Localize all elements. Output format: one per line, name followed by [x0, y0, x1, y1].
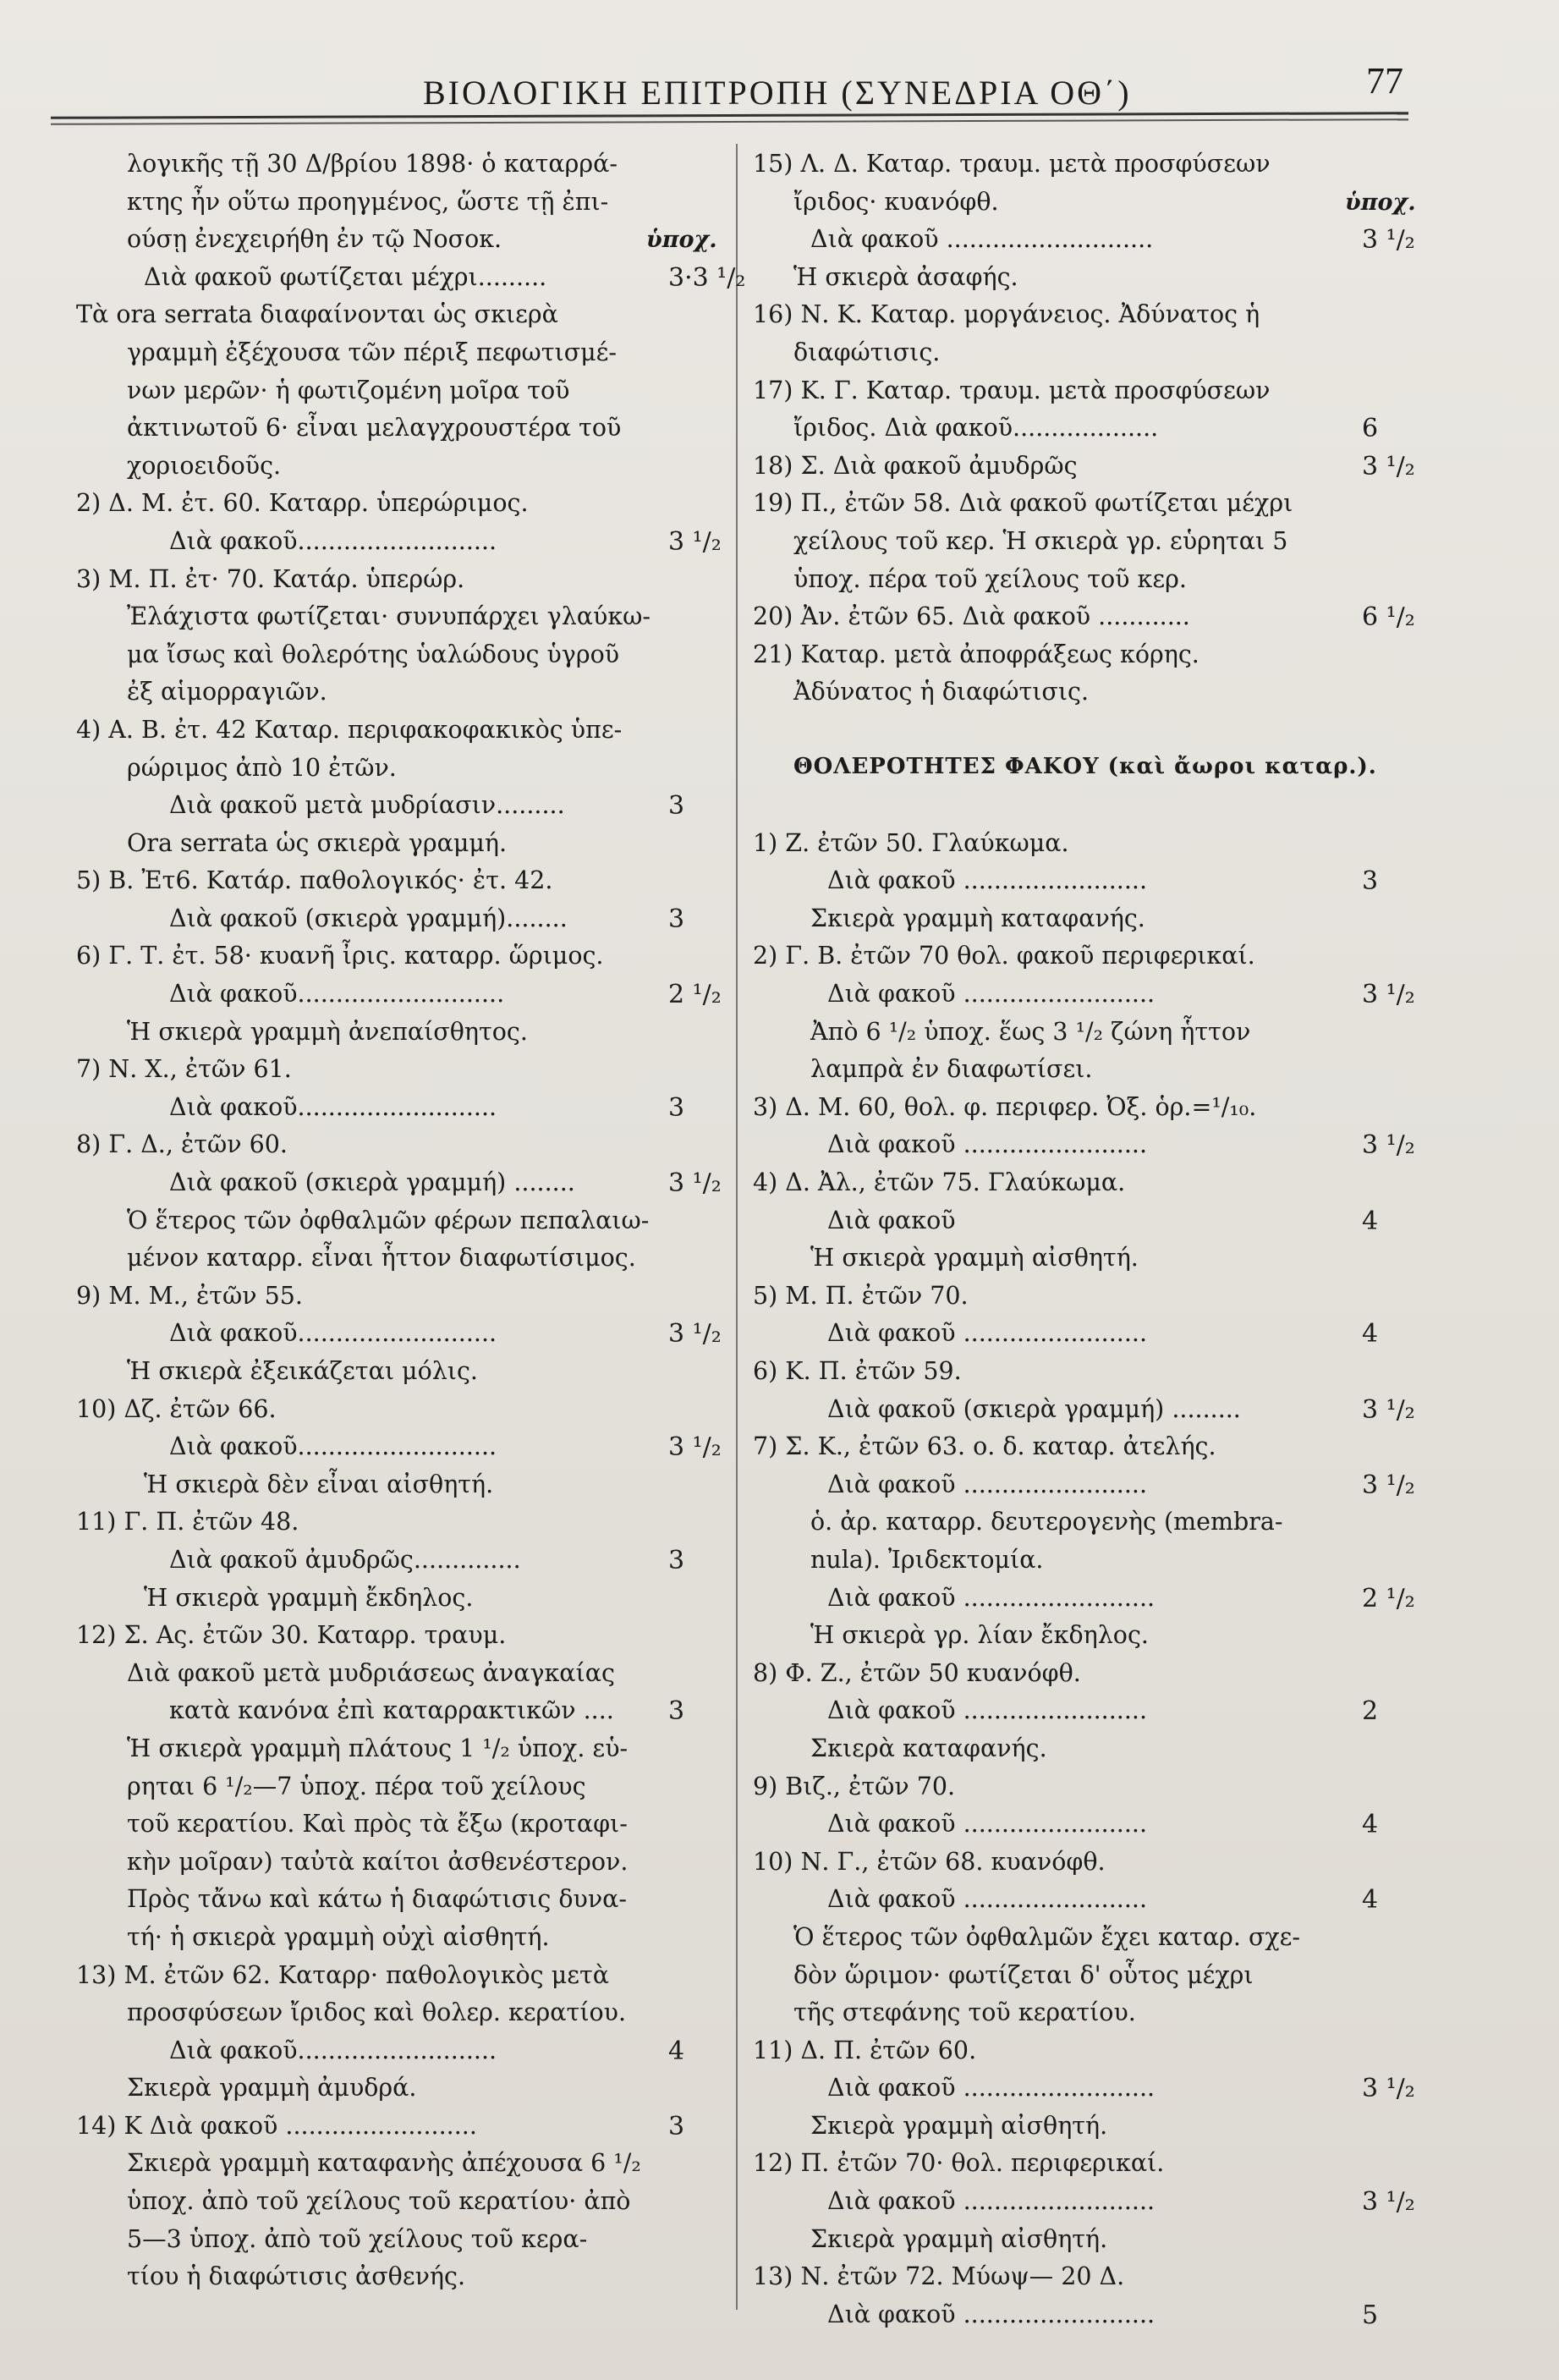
measurement-value: 4: [1362, 1810, 1379, 1840]
right-column: [753, 148, 1421, 2336]
line-text: Διὰ φακοῦ ........................: [827, 1696, 1148, 1725]
measurement-value: 2: [1362, 1696, 1379, 1727]
line-text: 4) Α. Β. ἐτ. 42 Καταρ. περιφακοφακικὸς ὑπε-: [76, 715, 623, 744]
line-text: τίου ἡ διαφώτισις ἀσθενής.: [127, 2262, 466, 2291]
line-text: Ὁ ἕτερος τῶν ὀφθαλμῶν ἔχει καταρ. σχε-: [793, 1922, 1301, 1951]
line-text: κτης ἦν οὕτω προηγμένος, ὥστε τῇ ἐπι-: [127, 187, 609, 216]
text-line: [753, 299, 1421, 337]
line-text: Ἀδύνατος ἡ διαφώτισις.: [793, 678, 1090, 706]
line-text: Διὰ φακοῦ ...........................: [810, 225, 1154, 254]
text-line: [59, 827, 727, 866]
text-line: [753, 450, 1421, 488]
line-text: Διὰ φακοῦ .........................: [827, 2074, 1156, 2102]
text-line: [753, 1205, 1421, 1243]
text-line: [59, 2223, 727, 2262]
text-line: [753, 865, 1421, 903]
page-header: [51, 59, 1421, 118]
text-line: [753, 1619, 1421, 1657]
text-line: [753, 525, 1421, 563]
line-text: ἴριδος. Διὰ φακοῦ...................: [793, 414, 1159, 442]
text-line: [59, 1997, 727, 2035]
measurement-value: 3 ¹/₂: [1362, 451, 1415, 481]
text-line: [753, 1544, 1421, 1582]
text-line: [753, 1808, 1421, 1846]
text-line: [753, 940, 1421, 978]
text-line: [753, 261, 1421, 300]
line-text: Ἡ σκιερὰ γραμμὴ ἔκδηλος.: [144, 1583, 474, 1612]
text-line: [753, 1582, 1421, 1620]
text-line: [59, 1921, 727, 1960]
text-line: [59, 1619, 727, 1657]
line-text: τοῦ κερατίου. Καὶ πρὸς τὰ ἔξω (κροταφι-: [127, 1810, 628, 1839]
line-text: Ἡ σκιερὰ ἀσαφής.: [793, 262, 1018, 291]
line-text: Ἡ σκιερὰ γραμμὴ αἰσθητή.: [810, 1244, 1139, 1272]
line-text: 15) Λ. Δ. Καταρ. τραυμ. μετὰ προσφύσεων: [753, 150, 1271, 178]
line-text: 5) Β. Ἐτ6. Κατάρ. παθολογικός· ἐτ. 42.: [76, 866, 553, 895]
measurement-value: 2 ¹/₂: [668, 980, 722, 1010]
line-text: 3) Μ. Π. ἐτ· 70. Κατάρ. ὑπερώρ.: [76, 564, 465, 593]
line-text: 6) Γ. Τ. ἐτ. 58· κυανῆ ἶρις. καταρρ. ὥριμος.: [76, 942, 604, 970]
text-line: [753, 1960, 1421, 1998]
measurement-value: 3 ¹/₂: [1362, 980, 1415, 1010]
text-line: [753, 1053, 1421, 1091]
measurement-value: 3 ¹/₂: [1362, 1394, 1415, 1425]
line-text: 5—3 ὑποχ. ἀπὸ τοῦ χείλους τοῦ κερα-: [127, 2224, 588, 2253]
text-line: [753, 1129, 1421, 1167]
text-line: [753, 1771, 1421, 1809]
text-line: [753, 2147, 1421, 2185]
text-line: [59, 2147, 727, 2185]
line-text: 7) Ν. Χ., ἐτῶν 61.: [76, 1055, 292, 1084]
line-text: Σκιερὰ γραμμὴ αἰσθητή.: [810, 2111, 1108, 2140]
measurement-value: 6 ¹/₂: [1362, 602, 1415, 633]
line-text: Διὰ φακοῦ ........................: [827, 1810, 1148, 1839]
text-line: [59, 1280, 727, 1318]
line-text: ούσῃ ἐνεχειρήθη ἐν τῷ Νοσοκ.: [127, 225, 502, 254]
measurement-value: 2 ¹/₂: [1362, 1583, 1415, 1613]
line-text: 8) Γ. Δ., ἐτῶν 60.: [76, 1130, 288, 1159]
line-text: Διὰ φακοῦ ........................: [827, 866, 1148, 895]
text-line: [753, 1242, 1421, 1280]
measurement-value: 3 ¹/₂: [1362, 2074, 1415, 2104]
text-line: [753, 714, 1421, 752]
measurement-value: 3: [668, 904, 685, 934]
text-line: [753, 752, 1421, 790]
text-line: [753, 2072, 1421, 2110]
measurement-value: 3 ¹/₂: [668, 1432, 722, 1463]
text-line: [59, 223, 727, 261]
line-text: Διὰ φακοῦ ........................: [827, 1885, 1148, 1914]
text-line: [753, 827, 1421, 866]
measurement-value: 3·3 ¹/₂: [668, 262, 746, 293]
line-text: 7) Σ. Κ., ἐτῶν 63. ο. δ. καταρ. ἀτελής.: [753, 1432, 1216, 1461]
line-text: Διὰ φακοῦ μετὰ μυδριάσεως ἀναγκαίας: [127, 1658, 615, 1687]
text-line: [753, 148, 1421, 186]
text-line: [59, 563, 727, 602]
line-text: Διὰ φακοῦ .........................: [827, 1583, 1156, 1612]
text-line: [59, 2110, 727, 2148]
line-text: Ὁ ἕτερος τῶν ὀφθαλμῶν φέρων πεπαλαιω-: [127, 1206, 650, 1234]
line-text: Ἐλάχιστα φωτίζεται· συνυπάρχει γλαύκω-: [127, 602, 651, 631]
text-line: [753, 1016, 1421, 1054]
line-text: γραμμὴ ἐξέχουσα τῶν πέριξ πεφωτισμέ-: [127, 338, 618, 366]
line-text: 10) Ν. Γ., ἐτῶν 68. κυανόφθ.: [753, 1847, 1106, 1876]
line-text: 17) Κ. Γ. Καταρ. τραυμ. μετὰ προσφύσεων: [753, 376, 1271, 404]
line-text: 12) Σ. Ας. ἐτῶν 30. Καταρρ. τραυμ.: [76, 1621, 507, 1650]
line-text: Ora serrata ὡς σκιερὰ γραμμή.: [127, 828, 508, 857]
text-line: [753, 2035, 1421, 2073]
text-line: [59, 601, 727, 639]
text-line: [59, 337, 727, 375]
text-line: [59, 1167, 727, 1205]
line-text: ἐξ αἱμορραγιῶν.: [127, 678, 327, 706]
section-heading: ΘΟΛΕΡΟΤΗΤΕΣ ΦΑΚΟΥ (καὶ ἄωροι καταρ.).: [793, 753, 1377, 779]
line-text: ὑποχ. πέρα τοῦ χείλους τοῦ κερ.: [793, 564, 1187, 593]
text-line: [753, 1355, 1421, 1393]
line-text: 8) Φ. Ζ., ἐτῶν 50 κυανόφθ.: [753, 1658, 1081, 1687]
text-line: [753, 1921, 1421, 1960]
text-line: [753, 789, 1421, 827]
line-text: 20) Ἀν. ἐτῶν 65. Διὰ φακοῦ ............: [753, 602, 1190, 631]
line-text: ρώριμος ἀπὸ 10 ἐτῶν.: [127, 753, 397, 782]
text-line: [59, 1846, 727, 1884]
line-text: 11) Γ. Π. ἐτῶν 48.: [76, 1508, 299, 1536]
line-text: ὑποχ. ἀπὸ τοῦ χείλους τοῦ κερατίου· ἀπὸ: [127, 2187, 631, 2216]
line-text: 10) Δζ. ἐτῶν 66.: [76, 1394, 277, 1423]
line-text: μένον καταρρ. εἶναι ἧττον διαφωτίσιμος.: [127, 1244, 636, 1272]
line-text: 4) Δ. Ἀλ., ἐτῶν 75. Γλαύκωμα.: [753, 1168, 1126, 1197]
line-text: ρηται 6 ¹/₂—7 ὑποχ. πέρα τοῦ χείλους: [127, 1772, 586, 1800]
line-text: μα ἴσως καὶ θολερότης ὑαλώδους ὑγροῦ: [127, 640, 620, 668]
text-line: [59, 1808, 727, 1846]
unit-label: ὑποχ.: [646, 227, 717, 254]
text-line: [59, 1393, 727, 1432]
text-line: [59, 1355, 727, 1393]
column-divider: [736, 144, 738, 2310]
text-line: [753, 186, 1421, 224]
text-line: [753, 487, 1421, 525]
line-text: ἀκτινωτοῦ 6· εἶναι μελαγχρουστέρα τοῦ: [127, 414, 622, 442]
text-line: [753, 2223, 1421, 2262]
text-line: [59, 714, 727, 752]
line-text: Σκιερὰ γραμμὴ καταφανής.: [810, 904, 1145, 932]
text-line: [753, 1883, 1421, 1921]
text-line: [59, 1883, 727, 1921]
line-text: 12) Π. ἐτῶν 70· θολ. περιφερικαί.: [753, 2149, 1165, 2178]
line-text: Διὰ φακοῦ (σκιερὰ γραμμή) ........: [169, 1168, 575, 1197]
text-line: [753, 1317, 1421, 1355]
unit-label: ὑποχ.: [1345, 189, 1416, 216]
text-line: [59, 2072, 727, 2110]
text-line: [59, 903, 727, 941]
line-text: 14) Κ Διὰ φακοῦ .........................: [76, 2111, 477, 2140]
line-text: 16) Ν. Κ. Καταρ. μοργάνειος. Ἀδύνατος ἡ: [753, 300, 1260, 329]
line-text: Διὰ φακοῦ .........................: [827, 2187, 1156, 2216]
measurement-value: 4: [1362, 1885, 1379, 1916]
measurement-value: 3 ¹/₂: [668, 526, 722, 557]
line-text: Ἀπὸ 6 ¹/₂ ὑποχ. ἕως 3 ¹/₂ ζώνη ἧττον: [810, 1017, 1251, 1046]
text-line: [59, 676, 727, 714]
page-number: 77: [1366, 60, 1403, 102]
text-line: [753, 1846, 1421, 1884]
text-line: [753, 1733, 1421, 1771]
text-line: [59, 525, 727, 563]
line-text: 18) Σ. Διὰ φακοῦ ἀμυδρῶς: [753, 451, 1078, 480]
line-text: χοριοειδοῦς.: [127, 451, 282, 480]
text-line: [59, 1695, 727, 1733]
line-text: λογικῆς τῇ 30 Δ/βρίου 1898· ὁ καταρρά-: [127, 150, 618, 178]
running-title: ΒΙΟΛΟΓΙΚΗ ΕΠΙΤΡΟΠΗ (ΣΥΝΕΔΡΙΑ ΟΘ΄): [423, 74, 1132, 112]
text-line: [753, 563, 1421, 602]
measurement-value: 6: [1362, 414, 1379, 444]
line-text: Ἡ σκιερὰ γραμμὴ ἀνεπαίσθητος.: [127, 1017, 528, 1046]
line-text: Διὰ φακοῦ .........................: [827, 2300, 1156, 2328]
text-line: [753, 337, 1421, 375]
text-line: [753, 1091, 1421, 1130]
text-line: [753, 2185, 1421, 2223]
measurement-value: 3: [668, 1696, 685, 1727]
text-line: [753, 2110, 1421, 2148]
line-text: Ἡ σκιερὰ γρ. λίαν ἔκδηλος.: [810, 1621, 1149, 1650]
text-line: [59, 1582, 727, 1620]
text-line: [59, 1431, 727, 1469]
line-text: χείλους τοῦ κερ. Ἡ σκιερὰ γρ. εὑρηται 5: [793, 526, 1288, 555]
text-line: [59, 1317, 727, 1355]
line-text: Ἡ σκιερὰ ἐξεικάζεται μόλις.: [127, 1357, 478, 1385]
text-line: [59, 450, 727, 488]
line-text: Σκιερὰ γραμμὴ καταφανὴς ἀπέχουσα 6 ¹/₂: [127, 2149, 641, 2178]
line-text: Διὰ φακοῦ (σκιερὰ γραμμή)........: [169, 904, 568, 932]
line-text: προσφύσεων ἴριδος καὶ θολερ. κερατίου.: [127, 1998, 627, 2027]
text-line: [59, 1242, 727, 1280]
line-text: ὁ. ἀρ. καταρρ. δευτερογενὴς (membra-: [810, 1508, 1283, 1536]
text-line: [753, 676, 1421, 714]
text-line: [59, 2035, 727, 2073]
text-line: [753, 1431, 1421, 1469]
line-text: Διὰ φακοῦ (σκιερὰ γραμμή) .........: [827, 1394, 1241, 1423]
text-line: [753, 1997, 1421, 2035]
measurement-value: 4: [1362, 1206, 1379, 1236]
line-text: Διὰ φακοῦ: [827, 1206, 956, 1234]
line-text: Διὰ φακοῦ..........................: [169, 1432, 497, 1461]
text-line: [753, 1695, 1421, 1733]
line-text: ἴριδος· κυανόφθ.: [793, 187, 999, 216]
text-line: [59, 1657, 727, 1696]
line-text: διαφώτισις.: [793, 338, 941, 366]
measurement-value: 3: [668, 2111, 685, 2141]
text-line: [59, 299, 727, 337]
text-line: [59, 639, 727, 677]
text-line: [59, 978, 727, 1016]
line-text: Διὰ φακοῦ ........................: [827, 1319, 1148, 1348]
text-line: [59, 375, 727, 413]
text-line: [59, 487, 727, 525]
text-line: [59, 1091, 727, 1130]
line-text: Διὰ φακοῦ...........................: [169, 980, 505, 1009]
measurement-value: 3: [668, 1092, 685, 1123]
text-line: [753, 1393, 1421, 1432]
measurement-value: 5: [1362, 2300, 1379, 2330]
line-text: Τὰ ora serrata διαφαίνονται ὡς σκιερὰ: [76, 300, 558, 329]
measurement-value: 3 ¹/₂: [1362, 1470, 1415, 1500]
line-text: nula). Ἰριδεκτομία.: [810, 1545, 1044, 1574]
text-line: [753, 1280, 1421, 1318]
text-line: [753, 639, 1421, 677]
text-line: [59, 2185, 727, 2223]
measurement-value: 3 ¹/₂: [668, 1319, 722, 1349]
line-text: Διὰ φακοῦ..........................: [169, 526, 497, 555]
measurement-value: 4: [668, 2036, 685, 2066]
measurement-value: 3: [668, 1545, 685, 1575]
text-line: [753, 1469, 1421, 1507]
line-text: Διὰ φακοῦ..........................: [169, 2036, 497, 2064]
line-text: Διὰ φακοῦ μετὰ μυδρίασιν.........: [169, 791, 565, 820]
text-line: [753, 223, 1421, 261]
line-text: 6) Κ. Π. ἐτῶν 59.: [753, 1357, 962, 1385]
line-text: Διὰ φακοῦ .........................: [827, 980, 1156, 1009]
text-line: [59, 148, 727, 186]
text-line: [753, 412, 1421, 450]
text-line: [753, 978, 1421, 1016]
line-text: 9) Μ. Μ., ἐτῶν 55.: [76, 1281, 303, 1310]
line-text: 13) Ν. ἐτῶν 72. Μύωψ— 20 Δ.: [753, 2262, 1125, 2291]
line-text: Διὰ φακοῦ..........................: [169, 1319, 497, 1348]
text-line: [59, 1205, 727, 1243]
line-text: 5) Μ. Π. ἐτῶν 70.: [753, 1281, 969, 1310]
line-text: Σκιερὰ γραμμὴ αἰσθητή.: [810, 2224, 1108, 2253]
text-line: [753, 1506, 1421, 1544]
text-line: [59, 1129, 727, 1167]
line-text: 19) Π., ἐτῶν 58. Διὰ φακοῦ φωτίζεται μέχρι: [753, 489, 1293, 518]
line-text: 11) Δ. Π. ἐτῶν 60.: [753, 2036, 977, 2064]
measurement-value: 3: [1362, 866, 1379, 897]
text-line: [59, 2261, 727, 2299]
line-text: Σκιερὰ γραμμὴ ἀμυδρά.: [127, 2074, 417, 2102]
line-text: 21) Καταρ. μετὰ ἀποφράξεως κόρης.: [753, 640, 1199, 668]
line-text: Διὰ φακοῦ ........................: [827, 1470, 1148, 1498]
line-text: δὸν ὥριμον· φωτίζεται δ' οὗτος μέχρι: [793, 1960, 1254, 1989]
measurement-value: 3 ¹/₂: [1362, 225, 1415, 256]
line-text: 2) Γ. Β. ἐτῶν 70 θολ. φακοῦ περιφερικαί.: [753, 942, 1255, 970]
line-text: 13) Μ. ἐτῶν 62. Καταρρ· παθολογικὸς μετὰ: [76, 1960, 610, 1989]
line-text: Διὰ φακοῦ ........................: [827, 1130, 1148, 1159]
text-line: [59, 186, 727, 224]
line-text: κὴν μοῖραν) ταὐτὰ καίτοι ἀσθενέστερον.: [127, 1847, 629, 1876]
line-text: 3) Δ. Μ. 60, θολ. φ. περιφερ. Ὀξ. ὁρ.=¹/₁₀.: [753, 1092, 1257, 1121]
text-line: [753, 1167, 1421, 1205]
text-line: [59, 1016, 727, 1054]
line-text: Πρὸς τἄνω καὶ κάτω ἡ διαφώτισις δυνα-: [127, 1885, 628, 1914]
text-line: [59, 1053, 727, 1091]
line-text: 2) Δ. Μ. ἐτ. 60. Καταρρ. ὑπερώριμος.: [76, 489, 529, 518]
text-line: [753, 903, 1421, 941]
line-text: 1) Ζ. ἐτῶν 50. Γλαύκωμα.: [753, 828, 1069, 857]
text-line: [59, 789, 727, 827]
text-line: [753, 2299, 1421, 2337]
text-line: [59, 1733, 727, 1771]
text-line: [59, 940, 727, 978]
line-text: Σκιερὰ καταφανής.: [810, 1734, 1047, 1762]
text-line: [59, 1771, 727, 1809]
text-line: [59, 865, 727, 903]
line-text: Ἡ σκιερὰ γραμμὴ πλάτους 1 ¹/₂ ὑποχ. εὑ-: [127, 1734, 629, 1762]
line-text: νων μερῶν· ἡ φωτιζομένη μοῖρα τοῦ: [127, 376, 570, 404]
text-line: [59, 1469, 727, 1507]
measurement-value: 3: [668, 791, 685, 822]
text-line: [753, 375, 1421, 413]
line-text: Διὰ φακοῦ φωτίζεται μέχρι.........: [144, 262, 547, 291]
measurement-value: 3 ¹/₂: [668, 1168, 722, 1199]
text-line: [59, 261, 746, 300]
measurement-value: 4: [1362, 1319, 1379, 1349]
line-text: λαμπρὰ ἐν διαφωτίσει.: [810, 1055, 1093, 1084]
line-text: Ἡ σκιερὰ δὲν εἶναι αἰσθητή.: [144, 1470, 494, 1498]
text-line: [59, 412, 727, 450]
text-line: [59, 1506, 727, 1544]
line-text: κατὰ κανόνα ἐπὶ καταρρακτικῶν ....: [169, 1696, 614, 1725]
line-text: Διὰ φακοῦ..........................: [169, 1092, 497, 1121]
line-text: τή· ἡ σκιερὰ γραμμὴ οὐχὶ αἰσθητή.: [127, 1922, 550, 1951]
line-text: 9) Βιζ., ἐτῶν 70.: [753, 1772, 956, 1800]
text-line: [59, 1544, 727, 1582]
line-text: Διὰ φακοῦ ἀμυδρῶς..............: [169, 1545, 521, 1574]
text-line: [753, 2261, 1421, 2299]
text-line: [753, 601, 1421, 639]
measurement-value: 3 ¹/₂: [1362, 2187, 1415, 2218]
measurement-value: 3 ¹/₂: [1362, 1130, 1415, 1161]
text-line: [59, 752, 727, 790]
left-column: [59, 148, 746, 2299]
line-text: τῆς στεφάνης τοῦ κερατίου.: [793, 1998, 1136, 2027]
header-rule-secondary: [51, 118, 1408, 125]
text-line: [753, 1657, 1421, 1696]
text-line: [59, 1960, 727, 1998]
